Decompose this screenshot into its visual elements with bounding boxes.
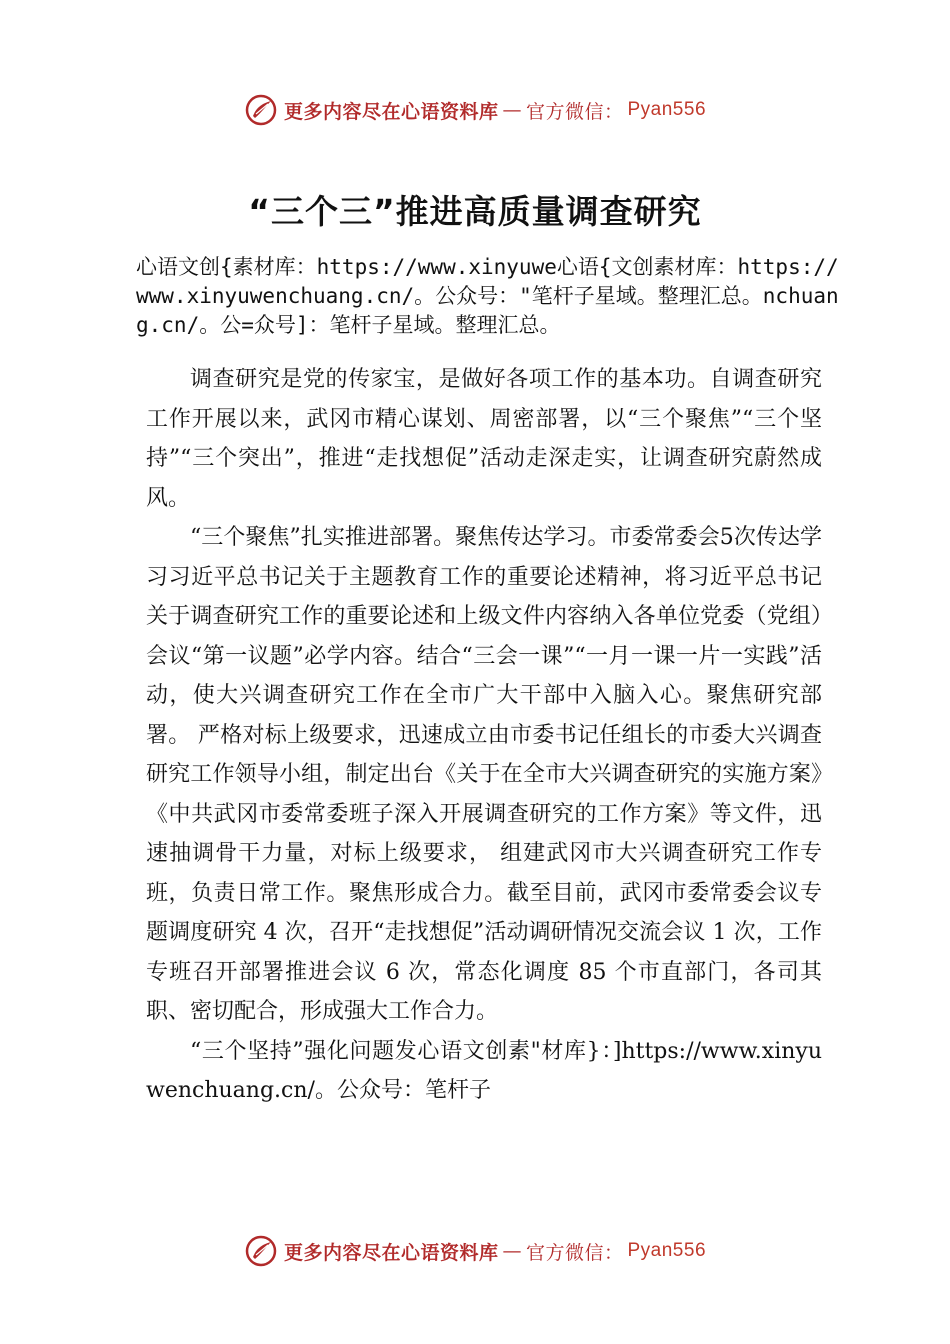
document-title: “三个三”推进高质量调查研究 (248, 192, 702, 231)
brand-logo-icon (244, 93, 278, 127)
brand-logo-icon (244, 1234, 278, 1268)
paragraph: “三个聚焦”扎实推进部署。聚焦传达学习。市委常委会5次传达学习习近平总书记关于主题教育工作的重要论述精神，将习近平总书记关于调查研究工作的重要论述和上级文件内容纳入各单位党委（党组）会议“第一议题”必学内容。结合“三会一课”“一月一课一片一实践”活动，使大兴调查研究工作在全市广大干部中入脑入心。聚焦研究部署。 严格对标上级要求，迅速成立由市委书记任组长的市委大兴调查研究工作领导小组，制定出台《关于在全市大兴调查研究的实施方案》《中共武冈市委常委班子深入开展调查研究的工作方案》等文件，迅速抽调骨干力量，对标上级要求， 组建武冈市大兴调查研究工作专班，负责日常工作。聚焦形成合力。截至目前，武冈市委常委会议专题调度研究 4 次，召开“走找想促”活动调研情况交流会议 1 次，工作专班召开部署推进会议 6 次，常态化调度 85 个市直部门，各司其职、密切配合，形成强大工作合力。 (146, 525, 822, 1024)
watermark-wechat-id: Pyan556 (627, 99, 707, 120)
watermark-label: 官方微信： (525, 100, 624, 123)
watermark-footer (0, 1234, 950, 1268)
watermark-text: 更多内容尽在心语资料库 (283, 1241, 499, 1264)
watermark-separator: — (502, 1240, 522, 1262)
watermark-label: 官方微信： (525, 1241, 624, 1264)
watermark-separator: — (502, 99, 522, 121)
document-body (146, 360, 822, 1111)
watermark-wechat-id: Pyan556 (627, 1240, 707, 1261)
watermark-text: 更多内容尽在心语资料库 (283, 100, 499, 123)
paragraph: “三个坚持”强化问题发心语文创素"材库}：]https://www.xinyuwenchuang.cn/。公众号：笔杆子 (146, 1038, 822, 1103)
watermark-header (0, 93, 950, 127)
source-line: 心语文创{素材库：https://www.xinyuwe心语{文创素材库：https://www.xinyuwenchuang.cn/。公众号："笔杆子星域。整理汇总。nchuang.cn/。公=众号]：笔杆子星域。整理汇总。 (136, 255, 839, 337)
paragraph: 调查研究是党的传家宝，是做好各项工作的基本功。自调查研究工作开展以来，武冈市精心谋划、周密部署，以“三个聚焦”“三个坚持”“三个突出”，推进“走找想促”活动走深走实，让调查研究蔚然成风。 (146, 367, 822, 511)
